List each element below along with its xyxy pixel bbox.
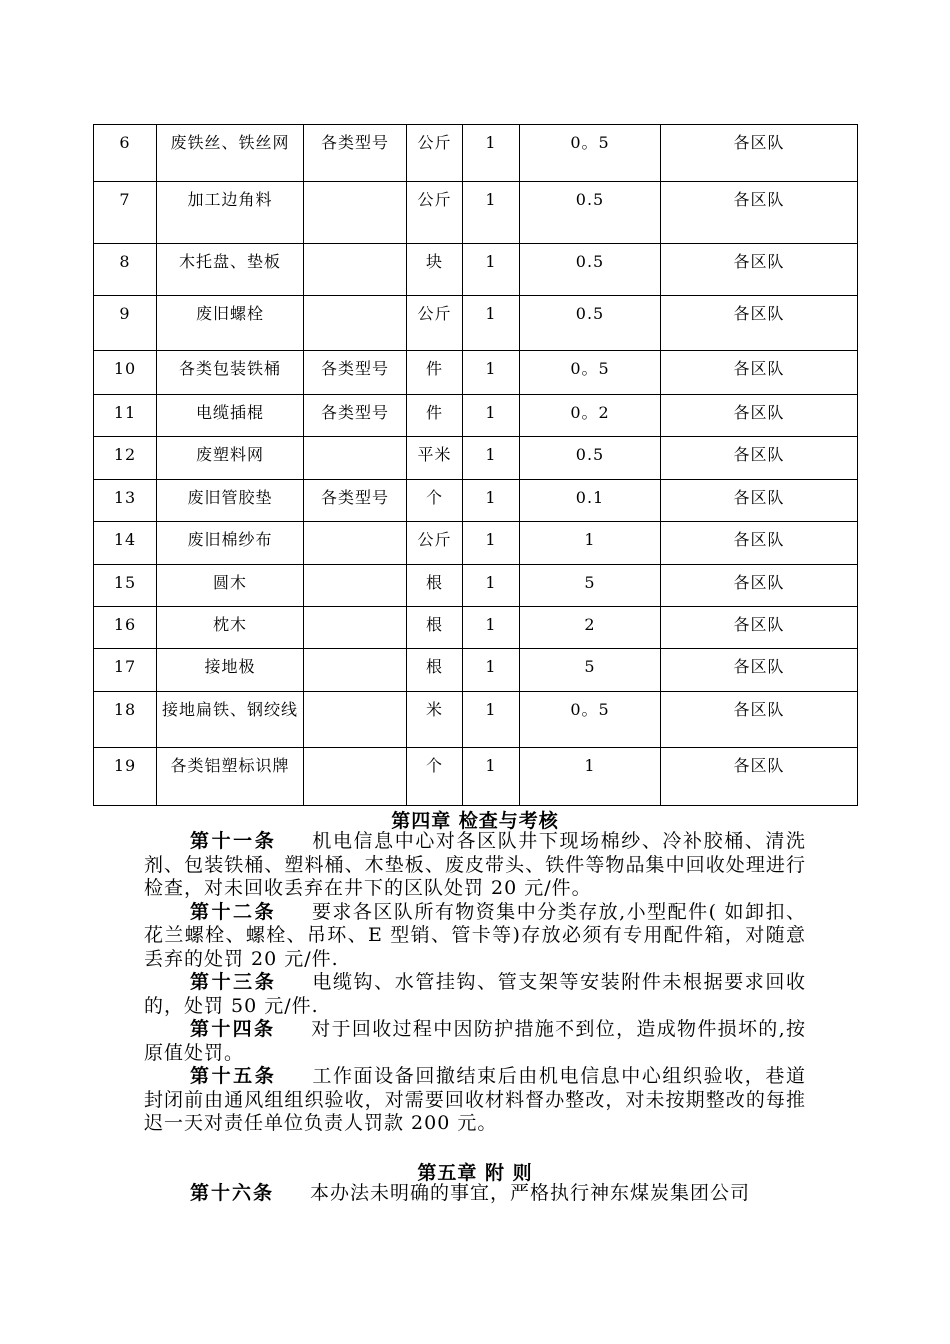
cell-price: 0。5 (520, 125, 661, 182)
chapter-4-title: 第四章 检查与考核 (391, 810, 559, 832)
cell-price: 1 (520, 748, 661, 806)
cell-name: 接地扁铁、钢绞线 (157, 692, 304, 748)
cell-price: 0.5 (520, 437, 661, 480)
table-body (94, 125, 858, 806)
cell-name: 各类包装铁桶 (157, 351, 304, 395)
table-row (94, 692, 858, 748)
article-label: 第十六条 (190, 1182, 275, 1204)
article-paragraph (144, 1065, 806, 1136)
cell-no: 14 (94, 522, 157, 565)
article-label: 第十三条 (190, 971, 277, 993)
cell-qty: 1 (463, 607, 520, 649)
cell-price: 0.5 (520, 182, 661, 244)
article-paragraph (144, 901, 806, 972)
cell-dept: 各区队 (661, 522, 858, 565)
article-text: 本办法未明确的事宜，严格执行神东煤炭集团公司 (310, 1182, 751, 1204)
article-paragraph (144, 971, 806, 1018)
cell-no: 7 (94, 182, 157, 244)
cell-qty: 1 (463, 244, 520, 296)
cell-unit: 个 (407, 480, 463, 522)
cell-spec (304, 692, 407, 748)
cell-spec (304, 182, 407, 244)
cell-dept: 各区队 (661, 351, 858, 395)
cell-dept: 各区队 (661, 692, 858, 748)
cell-spec (304, 565, 407, 607)
cell-qty: 1 (463, 125, 520, 182)
cell-price: 1 (520, 522, 661, 565)
cell-spec (304, 296, 407, 351)
chapter-4-body (144, 830, 806, 1136)
cell-unit: 根 (407, 607, 463, 649)
article-text: 电缆钩、水管挂钩、管支架等安装附件未根据要求回收的，处罚 50 元/件. (144, 971, 806, 1017)
chapter-5-title: 第五章 附 则 (417, 1162, 533, 1184)
cell-no: 6 (94, 125, 157, 182)
table-row (94, 480, 858, 522)
table-row (94, 351, 858, 395)
cell-price: 0。5 (520, 692, 661, 748)
cell-name: 废塑料网 (157, 437, 304, 480)
cell-dept: 各区队 (661, 244, 858, 296)
cell-dept: 各区队 (661, 296, 858, 351)
cell-unit: 公斤 (407, 296, 463, 351)
article-paragraph (144, 830, 806, 901)
cell-unit: 公斤 (407, 182, 463, 244)
cell-no: 18 (94, 692, 157, 748)
cell-no: 8 (94, 244, 157, 296)
article-paragraph (144, 1018, 806, 1065)
cell-no: 16 (94, 607, 157, 649)
cell-unit: 根 (407, 565, 463, 607)
cell-no: 13 (94, 480, 157, 522)
cell-no: 19 (94, 748, 157, 806)
cell-name: 木托盘、垫板 (157, 244, 304, 296)
cell-price: 5 (520, 565, 661, 607)
cell-unit: 公斤 (407, 522, 463, 565)
cell-name: 圆木 (157, 565, 304, 607)
cell-spec (304, 522, 407, 565)
cell-spec (304, 437, 407, 480)
article-text: 要求各区队所有物资集中分类存放,小型配件( 如卸扣、花兰螺栓、螺栓、吊环、E 型销、管卡等)存放必须有专用配件箱，对随意丢弃的处罚 20 元/件. (144, 900, 806, 970)
table-row (94, 395, 858, 437)
cell-price: 0.1 (520, 480, 661, 522)
cell-spec (304, 244, 407, 296)
article-paragraph (144, 1182, 806, 1206)
cell-dept: 各区队 (661, 125, 858, 182)
table-row (94, 296, 858, 351)
article-label: 第十四条 (190, 1018, 276, 1040)
cell-dept: 各区队 (661, 395, 858, 437)
cell-qty: 1 (463, 522, 520, 565)
cell-price: 0。2 (520, 395, 661, 437)
cell-spec (304, 748, 407, 806)
table-row (94, 649, 858, 692)
cell-dept: 各区队 (661, 182, 858, 244)
cell-spec (304, 649, 407, 692)
table-row (94, 437, 858, 480)
cell-name: 废旧棉纱布 (157, 522, 304, 565)
cell-no: 10 (94, 351, 157, 395)
cell-name: 废旧螺栓 (157, 296, 304, 351)
cell-qty: 1 (463, 480, 520, 522)
article-label: 第十二条 (190, 900, 276, 923)
cell-unit: 平米 (407, 437, 463, 480)
cell-dept: 各区队 (661, 437, 858, 480)
table-row (94, 125, 858, 182)
cell-unit: 件 (407, 351, 463, 395)
cell-spec: 各类型号 (304, 395, 407, 437)
cell-no: 9 (94, 296, 157, 351)
article-text: 机电信息中心对各区队井下现场棉纱、冷补胶桶、清洗剂、包装铁桶、塑料桶、木垫板、废皮带头、铁件等物品集中回收处理进行检查，对未回收丢弃在井下的区队处罚 20 元/件。 (144, 830, 806, 899)
chapter-5-body (144, 1182, 806, 1206)
materials-table (93, 124, 858, 806)
cell-price: 0。5 (520, 351, 661, 395)
cell-dept: 各区队 (661, 748, 858, 806)
table-row (94, 607, 858, 649)
cell-name: 废铁丝、铁丝网 (157, 125, 304, 182)
cell-qty: 1 (463, 351, 520, 395)
cell-qty: 1 (463, 437, 520, 480)
cell-name: 加工边角料 (157, 182, 304, 244)
table-row (94, 565, 858, 607)
cell-price: 0.5 (520, 244, 661, 296)
table-row (94, 244, 858, 296)
cell-spec: 各类型号 (304, 480, 407, 522)
cell-qty: 1 (463, 182, 520, 244)
cell-qty: 1 (463, 296, 520, 351)
cell-name: 枕木 (157, 607, 304, 649)
cell-dept: 各区队 (661, 607, 858, 649)
cell-unit: 米 (407, 692, 463, 748)
cell-unit: 件 (407, 395, 463, 437)
cell-unit: 个 (407, 748, 463, 806)
article-label: 第十一条 (190, 830, 277, 852)
cell-price: 5 (520, 649, 661, 692)
cell-qty: 1 (463, 748, 520, 806)
cell-no: 12 (94, 437, 157, 480)
cell-name: 废旧管胶垫 (157, 480, 304, 522)
article-text: 对于回收过程中因防护措施不到位，造成物件损坏的,按原值处罚。 (144, 1018, 806, 1064)
cell-price: 2 (520, 607, 661, 649)
cell-no: 15 (94, 565, 157, 607)
cell-qty: 1 (463, 565, 520, 607)
cell-unit: 公斤 (407, 125, 463, 182)
cell-qty: 1 (463, 649, 520, 692)
cell-spec (304, 607, 407, 649)
cell-qty: 1 (463, 692, 520, 748)
cell-name: 接地极 (157, 649, 304, 692)
cell-qty: 1 (463, 395, 520, 437)
table-row (94, 182, 858, 244)
cell-price: 0.5 (520, 296, 661, 351)
cell-unit: 块 (407, 244, 463, 296)
cell-no: 17 (94, 649, 157, 692)
cell-dept: 各区队 (661, 649, 858, 692)
cell-no: 11 (94, 395, 157, 437)
article-text: 工作面设备回撤结束后由机电信息中心组织验收，巷道封闭前由通风组组织验收，对需要回收材料督办整改，对未按期整改的每推迟一天对责任单位负责人罚款 200 元。 (144, 1065, 806, 1134)
article-label: 第十五条 (190, 1065, 277, 1087)
cell-unit: 根 (407, 649, 463, 692)
cell-name: 电缆插棍 (157, 395, 304, 437)
table-row (94, 748, 858, 806)
cell-dept: 各区队 (661, 565, 858, 607)
cell-spec: 各类型号 (304, 125, 407, 182)
cell-dept: 各区队 (661, 480, 858, 522)
table-row (94, 522, 858, 565)
cell-spec: 各类型号 (304, 351, 407, 395)
cell-name: 各类铝塑标识牌 (157, 748, 304, 806)
